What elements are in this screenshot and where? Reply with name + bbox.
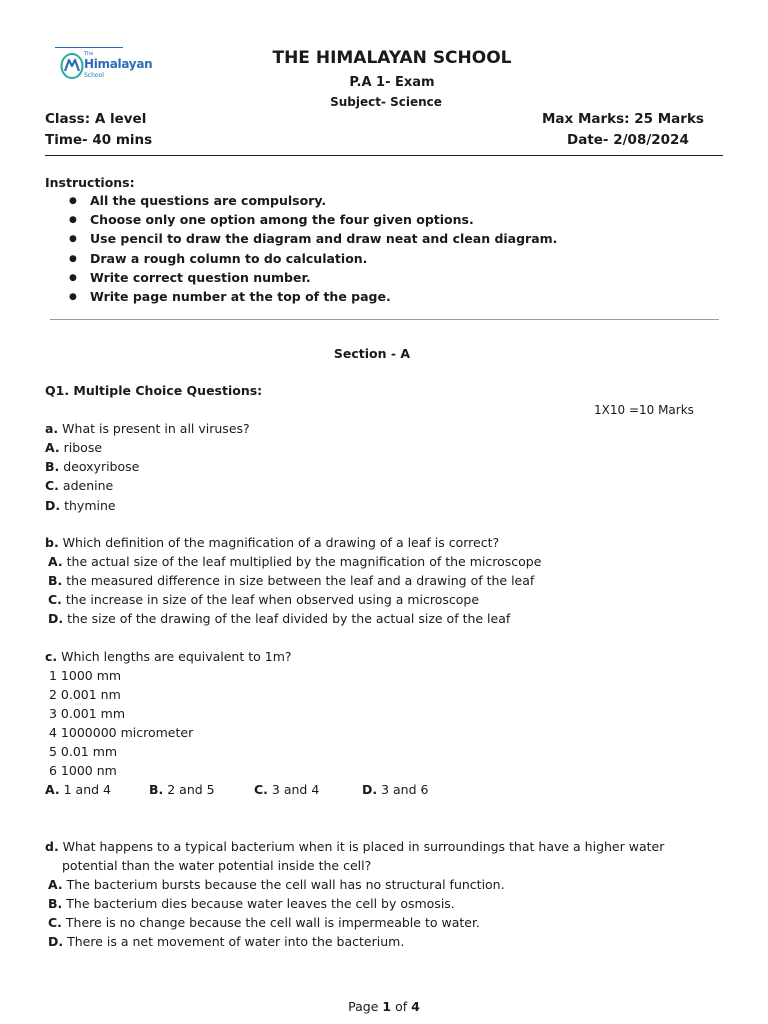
option-text: adenine [58,478,114,493]
option-text: thymine [60,498,116,513]
option-key: A. [48,554,63,569]
length-item: 2 0.001 nm [49,687,121,702]
option-key: D. [45,498,61,513]
option-c [48,592,479,607]
length-item: 5 0.01 mm [49,744,118,759]
option-text: 2 and 5 [163,782,215,797]
option-key: D. [362,782,378,797]
q1-title: Q1. Multiple Choice Questions: [45,383,263,398]
instructions-list [45,193,557,308]
option-key: A. [45,782,60,797]
question-text: Which lengths are equivalent to 1m? [57,649,292,664]
time-label: Time- 40 mins [45,132,153,148]
section-divider [50,319,719,320]
option-key: C. [254,782,268,797]
option-text: 3 and 6 [377,782,429,797]
header-divider [45,155,723,156]
max-marks: Max Marks: 25 Marks [542,111,704,127]
question-label: b. [45,535,59,550]
option-text: There is a net movement of water into the bacterium. [63,934,405,949]
option-text: 1 and 4 [59,782,111,797]
option-text: the measured difference in size between the leaf and a drawing of the leaf [62,573,535,588]
option-key: A. [45,440,60,455]
class-label: Class: A level [45,111,147,127]
option-key: B. [149,782,164,797]
option-a [45,782,111,797]
school-name: THE HIMALAYAN SCHOOL [272,48,512,68]
option-c [254,782,319,797]
option-d [48,934,404,949]
option-key: A. [48,877,63,892]
question-text: What is present in all viruses? [58,421,250,436]
question-text: Which definition of the magnification of a drawing of a leaf is correct? [58,535,500,550]
option-key: C. [45,478,59,493]
option-text: the size of the drawing of the leaf divided by the actual size of the leaf [63,611,511,626]
option-d [48,611,510,626]
option-b [45,459,139,474]
option-d [362,782,428,797]
question-a [45,421,250,436]
length-item: 3 0.001 mm [49,706,126,721]
q1-marks: 1X10 =10 Marks [594,403,694,417]
of-word: of [391,999,412,1014]
option-key: B. [48,573,63,588]
option-key: D. [48,934,64,949]
question-label: a. [45,421,59,436]
instruction-item: ● Use pencil to draw the diagram and draw neat and clean diagram. [45,231,557,250]
option-a [48,554,541,569]
length-item: 6 1000 nm [49,763,117,778]
option-text: ribose [59,440,103,455]
option-text: There is no change because the cell wall is impermeable to water. [61,915,480,930]
length-item: 1 1000 mm [49,668,122,683]
question-text: What happens to a typical bacterium when it is placed in surroundings that have a higher water [58,839,665,854]
instructions-title: Instructions: [45,175,135,190]
question-d [45,839,664,854]
page-word: Page [348,999,383,1014]
option-key: B. [48,896,63,911]
question-label: c. [45,649,58,664]
option-text: The bacterium bursts because the cell wall has no structural function. [62,877,505,892]
subject-title: Subject- Science [330,95,442,109]
option-a [45,440,102,455]
option-text: the increase in size of the leaf when observed using a microscope [61,592,480,607]
option-b [149,782,215,797]
page-number: 1 [382,999,392,1014]
option-key: D. [48,611,64,626]
instruction-item: ● All the questions are compulsory. [45,193,557,212]
option-text: 3 and 4 [267,782,320,797]
option-a [48,877,505,892]
instruction-item: ● Choose only one option among the four given options. [45,212,557,231]
option-text: the actual size of the leaf multiplied by the magnification of the microscope [62,554,542,569]
option-b [48,896,455,911]
exam-title: P.A 1- Exam [349,75,435,90]
option-b [48,573,534,588]
option-text: The bacterium dies because water leaves the cell by osmosis. [62,896,455,911]
page-total: 4 [411,999,420,1014]
instruction-item: ● Draw a rough column to do calculation. [45,251,557,270]
question-b [45,535,499,550]
instruction-item: ● Write correct question number. [45,270,557,289]
option-key: B. [45,459,60,474]
exam-date: Date- 2/08/2024 [567,132,689,148]
page-footer [0,999,768,1014]
option-key: C. [48,592,62,607]
question-text-cont: potential than the water potential inside the cell? [62,858,372,873]
option-c [48,915,480,930]
length-item: 4 1000000 micrometer [49,725,194,740]
option-key: C. [48,915,62,930]
logo-text-sub: School [84,72,104,79]
logo-text-main: Himalayan [84,57,153,71]
instruction-item: ● Write page number at the top of the page. [45,289,557,308]
question-c [45,649,292,664]
section-title: Section - A [333,346,411,361]
option-text: deoxyribose [59,459,140,474]
question-label: d. [45,839,59,854]
option-c [45,478,113,493]
option-d [45,498,116,513]
logo-text-small: The [84,51,94,57]
